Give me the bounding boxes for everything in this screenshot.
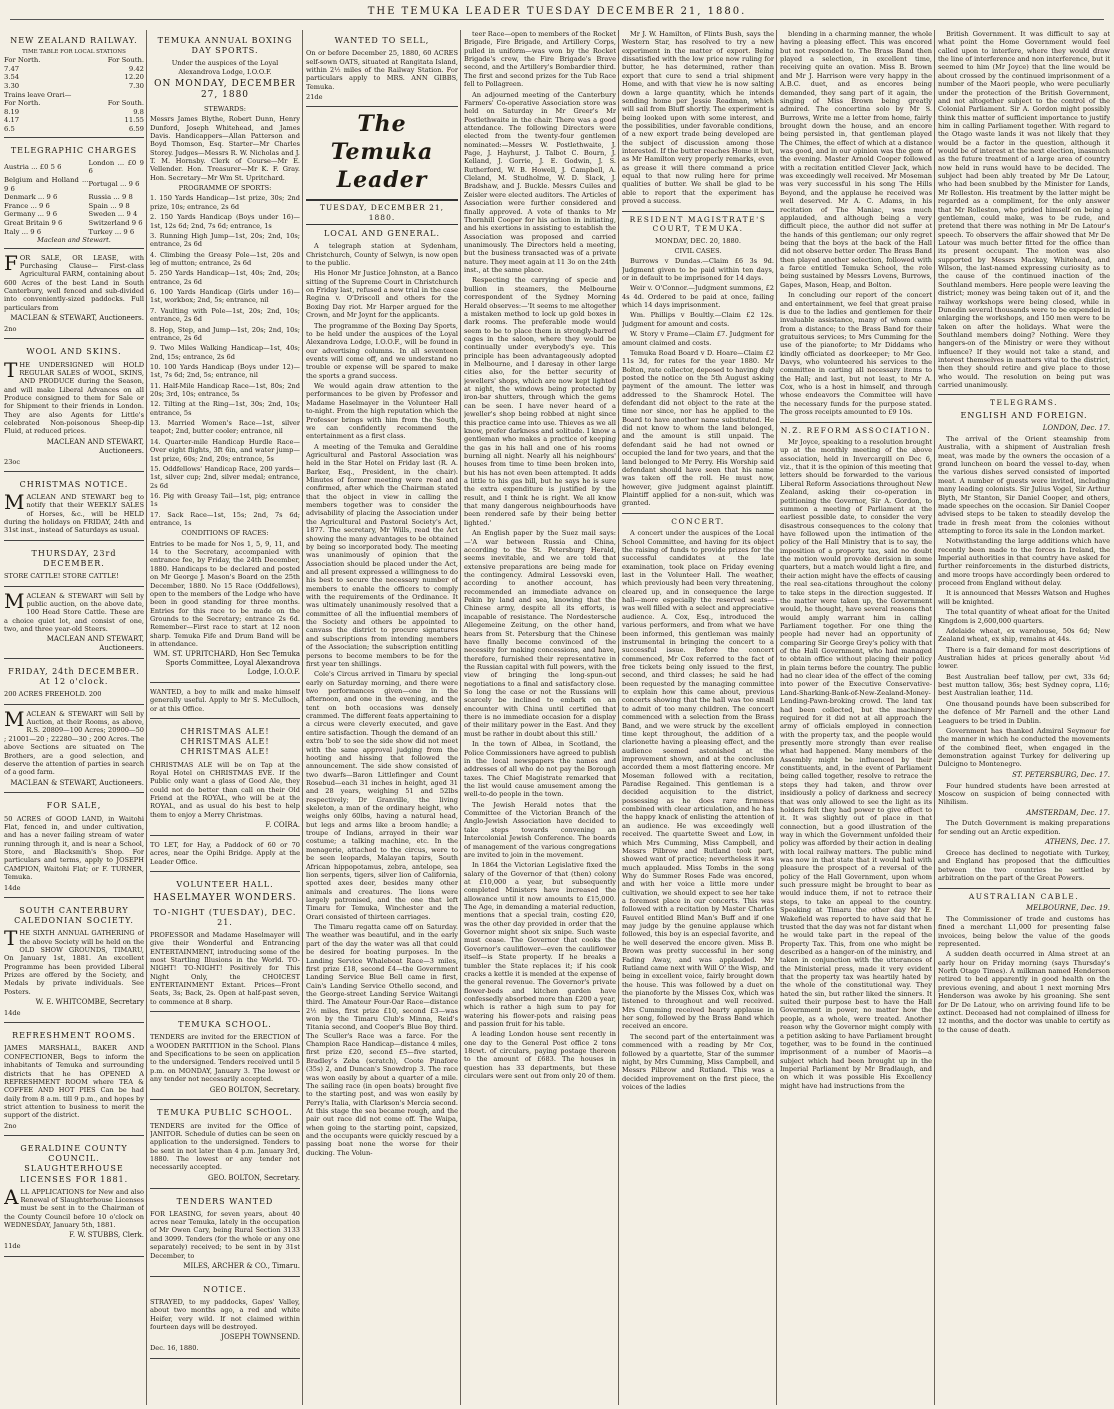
classified-ad (4, 795, 144, 897)
tenders-text: FOR LEASING, for seven years, about 40 acres near Temuka, lately in the occupation of Mr Owen Cary, being Rural Section 3133 and 3099. Tenders (for the whole or any one separately) received; to be sent in by 31st December, to (150, 1209, 300, 1260)
column-rule (618, 30, 619, 1405)
time-cell: 6.59 (128, 124, 144, 133)
ad-text: LL APPLICATIONS for New and also Renewal of Slaughterhouse Licenses must be sent in to the Chairman of the County Council before 10 o'clock on WEDNESDAY, January 5th, 1881. (4, 1187, 144, 1230)
telegram-item: The Dutch Government is making preparations for sending out an Arctic expedition. (938, 819, 1110, 836)
rate-cell: Portugal ... 9 6 (88, 180, 140, 189)
notice-text: STRAYED, to my paddocks, Gapes' Valley, about two months ago, a red and white Heifer, very wild. If not claimed within fourteen days will be destroyed. (150, 1297, 300, 1331)
column-1 (4, 30, 144, 1405)
sports-date: ON MONDAY, DECEMBER 27, 1880 (154, 79, 296, 101)
column-rule (302, 30, 303, 1405)
rate-cell: France ... 9 6 (4, 201, 50, 210)
paragraph: Mr Joyce, speaking to a resolution brought up at the monthly meeting of the above association, held in Invercargill on Dec 6, viz., that it is the opinion of this meeting that letters should be forwarded to the various Liberal Reform Associations throughout New Zealand, asking their co-operation in petitioning the Governor, Sir A. Gordon, to summon a meeting of Parliament at the earliest possible date, to consider the very disastrous consequences to the colony that have followed upon the intimation of the policy of the Hall Ministry that is to say, the imposition of a property tax, said no doubt the motion would provoke derision in some quarters, but a match would light a fire, and their action might have the effects of causing the real sea-citations throughout the colony to take steps in the direction suggested. If the matter were taken up, the Government would, he thought, have several reasons that would amply warrant him in calling Parliament together. For one thing the people had never had an opportunity of comparing Sir George Grey's policy with that of the Hall Government, who had managed to obtain office without placing their policy in plain terms before the country. The public had no clear idea of the effect of the coming into power of the Executive Conservative-Land-Sharking-Bank-of-New-Zealand-Money-Lending-Pawn-broking crowd. The land tax had been collected, but the machinery required for it did not at all approach the army of officials employed in connection with the property tax, and the people would presently more strongly than ever realise what had happened. Many members of the Assembly might be influenced by their constituents, and, in the event of Parliament being called together, resolve to retrace the steps they had taken, and throw over insidiously a policy of darkness and secrecy that was only allowed to see the light as its holders felt they had power to give effect to it. It was slightly out of place in that connection, but a good illustration of the way in which the Government unfolded their policy was afforded by their action in dealing with local railway matters. The public mind was now in that state that it would hail with pleasure the prospect of a reversal of the policy of the Hall Government, upon whom such pressure might be brought to bear as would induce them, if not to retrace their steps, to take an appeal to the country. Speaking at Timaru the other day Mr E. Wakefield was reported to have said that he trusted that the day was not far distant when he would take part in the repeal of the Property Tax. This, from one who might be described as a hanger-on of the ministry, and taken in conjunction with the utterances of the Ministerial press, made it very evident that the property tax was heartily hated by the whole of the constitutional way. They hated the sin, but rather liked the sinners. It suited their purpose best to have the Hall Government in power, no matter how the people, as a whole, were treated. Another reason why the Governor might comply with a petition asking to have Parliament brought together, was to be found in the continued imprisonment of a number of Maoris—a subject which had been brought up in the Imperial Parliament by Mr Bradlaugh, and on which it was possible His Excellency might have had instructions from the (780, 438, 932, 1090)
public-school-sign: GEO. BOLTON, Secretary. (207, 1173, 300, 1182)
concert-body (622, 529, 774, 1091)
column-5 (622, 30, 774, 1405)
rate-cell: Turkey ... 9 6 (88, 227, 135, 236)
public-school-ad (150, 1102, 300, 1188)
notice-date: Dec. 16, 1880. (150, 1344, 199, 1353)
col-head: For South. (107, 56, 144, 65)
rate-cell: London ... £0 9 6 (88, 158, 144, 176)
event-item: 12. Tilting at the Ring—1st, 30s; 2nd, 10s; entrance, 5s (150, 400, 300, 417)
event-item: 5. 250 Yards Handicap—1st, 40s; 2nd, 20s; entrance, 2s 6d (150, 269, 300, 286)
ad-text: JAMES MARSHALL, BAKER AND CONFECTIONER, Begs to inform the inhabitants of Temuka and surrounding districts that he has OPENED A REFRESHMENT ROOM where TEA & COFFEE AND HOT PIES Can be had daily from 8 a.m. till 9 p.m., and hopes by strict attention to business to merit the support of the district. (4, 1044, 144, 1120)
civil-cases-head: CIVIL CASES. (674, 246, 722, 255)
paragraph: Cole's Circus arrived in Timaru by special early on Saturday morning, and there were two performances given—one in the afternoon, and one in the evening, and the tent on both occasions was densely crammed. The different feats appertaining to a circus were cleverly executed, and gave entire satisfaction. Though the demand of an extra 'bob' to see the side show did not meet with the same approval judging from the hooting and hissing that followed the announcement. The side show consisted of two dwarfs—Baron Littlefinger and Count Rosebud—each 31 inches in height, aged 31 and 28 years, weighing 51 and 52lbs respectively; Dr Granville, the living skeleton, a man of the ordinary height, who weighs only 60lbs, having a natural head, but legs and arms like a broom handle; a troupe of Indians, arrayed in their war costume; a talking machine, etc. In the menagerie, attached to the circus, were to be seen leopards, Malayan tapirs, South African hippopotamus, zebra, antelope, sea lion serpents, tigers, silver lion of California, spotted axes deer, besides many other animals and creatures. The lions were largely patronised, and the one that left Timaru for Temuka, Winchester and the Orari consisted of thirteen carriages. (306, 670, 458, 921)
drop-cap: M (4, 706, 25, 731)
paragraph: In concluding our report of the concert and entertainment, we feel that great praise is due to the ladies and gentlemen for their invaluable assistance, many of whom came from a distance; to the Brass Band for their gratuitous services; to Mrs Cumming for the use of the pianoforte; to Mr Diddams who kindly officiated as doorkeeper; to Mr Geo. Davys, who volunteered his services to the committee in carting all necessary items to the Hall; and last, but not least, to Mr A. Cox, who is a host in himself, and through whose endeavors the Committee will have the necessary funds for the purpose stated. The gross receipts amounted to £9 10s. (780, 291, 932, 417)
ad-heading: FOR SALE, (46, 801, 102, 811)
concert-head: CONCERT. (622, 513, 774, 527)
ad-heading: GERALDINE COUNTY COUNCIL. SLAUGHTERHOUSE LICENSES FOR 1881. (19, 1144, 129, 1184)
event-item: 4. Climbing the Greasy Pole—1st, 20s and leg of mutton; entrance, 2s 6d (150, 250, 300, 267)
paragraph: Respecting the carrying of specie and bullion in steamers, the Melbourne correspondent of the Sydney Morning Herald observes:—'It seems to me altogether a mistaken method to lock up gold boxes in dark rooms. The preferable mode would seem to be to place them in strongly-barred cages in the saloon, where they would be continually under everybody's eye. This principle has been advantageously adopted in Melbourne, and I daresay in other large cities also, for the better security of jewellers' shops, which are now kept lighted at night, the windows being protected by iron-bar shutters, through which the gems can be seen. I have never heard of a jeweller's shop being robbed at night since this practice came into use. Thieves as we all know, prefer darkness and solitude. I know a gentleman who makes a practice of keeping the gas in his hall and one of his rooms burning all night. Nearly all his neighbours' houses from time to time been broken into, but his has not even been attempted. It adds a little to his gas bill, but he says he is sure the extra expenditure is justified by the result, and I think he is right. We all know that many dangerous neighbourhoods have been rendered safe by their being better lighted.' (464, 276, 616, 527)
event-item: 9. Two Miles Walking Handicap—1st, 40s; 2nd, 15s; entrance, 2s 6d (150, 344, 300, 361)
programme-head: PROGRAMME OF SPORTS: (178, 184, 272, 193)
school-text: TENDERS are invited for the ERECTION of a WOODEN PARTITION in the School. Plans and Specifications to be seen on application to the undersigned. Tenders received until 5 p.m. on MONDAY, January 3. The lowest or any tender not necessarily accepted. (150, 1033, 300, 1084)
ad-text: HE UNDERSIGNED will HOLD REGULAR SALES of WOOL, SKINS, AND PRODUCE during the Season, and will make Liberal Advances on all Produce consigned to them for Sale or for Shipment to their friends in London. They are also Agents for Little's celebrated Non-poisonous Sheep-dip Fluid, at reduced prices. (4, 360, 144, 436)
masthead: The Temuka Leader (330, 111, 434, 194)
wanted-sell-head: WANTED TO SELL, (334, 36, 430, 45)
paragraph: In 1864 the Victorian Legislative fixed the salary of the Governor of that (then) colony at £10,000 a year, but subsequently completed Ministers have increased the allowance until it now amounts to £15,000. The Age, in demanding a material reduction, mentions that a special train, costing £20, was the other day provided in order that the Governor might shoot six snipe. Such waste must cease. The Governor that cooks the Governor's cauliflower—even the cauliflower itself—is State property. If he breaks a tumbler the State replaces it; if his cook cracks a kettle it is mended at the expense of the general revenue. The Governor's private flower-beds and kitchen garden have confessedly absorbed more than £200 a year, which is rather a high sum to pay for watering his flower-pots and raising peas and passion fruit for his table. (464, 861, 616, 1029)
conditions-head: CONDITIONS OF RACES: (181, 529, 269, 538)
column-rule (776, 30, 777, 1405)
sports-sign: WM. ST. UPRITCHARD, Hon Sec Temuka Sports Committee, Loyal Alexandrova Lodge, I.O.O.F. (153, 650, 300, 677)
time-cell: 4.17 (4, 116, 20, 125)
cases-list (622, 257, 774, 507)
time-cell: 11.55 (124, 116, 144, 125)
telegram-item: Greece has declined to negotiate with Turkey, and England has proposed that the difficulties between the two countries be settled by arbitration on the part of the Great Powers. (938, 849, 1110, 883)
wanted-boy-ad (150, 685, 300, 719)
rmc-date: MONDAY, DEC. 20, 1880. (655, 236, 741, 245)
event-item: 11. Half-Mile Handicap Race—1st, 80s; 2nd 20s; 3rd, 10s; entrance, 5s (150, 381, 300, 399)
railway-title: NEW ZEALAND RAILWAY. (10, 36, 138, 45)
dateline-item: AMSTERDAM, Dec. 17. (1026, 808, 1110, 817)
ad-signature: MACLEAN & STEWART, Auctioneers. (10, 778, 144, 787)
column-4-body (464, 30, 616, 1081)
wanted-text: WANTED, a boy to milk and make himself generally useful. Apply to Mr S. McCulloch, or at this Office. (150, 688, 300, 713)
telegram-item: Best Australian beef tallow, per cwt, 33s 6d; best mutton tallow, 36s; best Sydney copra, L16; best Australian leather, 11d. (938, 672, 1110, 698)
ad-code: 11de (4, 1242, 21, 1251)
notice-ad (150, 1279, 300, 1359)
drop-cap: T (4, 926, 18, 951)
events-list (150, 194, 300, 527)
ad-text: ACLEAN AND STEWART beg to notify that their WEEKLY SALES of Horses, &c., will be HELD during the holidays on FRIDAY, 24th and 31st inst., instead of Saturdays as usual. (4, 493, 144, 535)
xmas-text: CHRISTMAS ALE will be on Tap at the Royal Hotel on CHRISTMAS EVE. If the Public only want a glass of Good Ale, they could not do better than call on their Old Friend at the ROYAL, who will be at the ROYAL, and as usual do his best to help them to enjoy a Merry Christmas. (150, 760, 300, 819)
wanted-sell-code: 21de (306, 92, 323, 101)
rate-cell: Austria ... £0 5 6 (4, 162, 62, 171)
drop-cap: A (4, 1184, 19, 1209)
paragraph: In the town of Albea, in Scotland, the Police Commissioners have agreed to publish in the local newspapers the names and addresses of all who do not pay the Borough taxes. The Chief Magistrate remarked that the list would cause amusement among the well-to-do people in the town. (464, 740, 616, 799)
paragraph: A meeting of the Temuka and Geraldine Agricultural and Pastoral Association was held in the Star Hotel on Friday last (R. A. Barker, Esq., President, in the chair). Minutes of former meeting were read and confirmed, after which the Chairman stated that the object in view in calling the members together was to consider the advisability of placing the Association under the Agricultural and Pastoral Society's Act, 1877. The secretary, Mr Wills, read the Act showing the many advantages to be obtained by being so incorporated body. The meeting was unanimously of opinion that the Association should be placed under the Act, and all present expressed a willingness to do his best to secure the necessary number of members to enable the officers to comply with the requirements of the Ordinance. It was ultimately unanimously resolved that a committee of all the influential members of the Society and others be appointed to canvass the district to procure signatures and subscriptions from intending members of the Association; the subscription entitling persons to become members to be for the first year ten shillings. (306, 442, 458, 668)
railway-subtitle: TIME TABLE FOR LOCAL STATIONS (22, 49, 126, 56)
haselmayer-date: TO-NIGHT (TUESDAY), DEC. 21. (153, 907, 297, 927)
christmas-ale-ad (150, 721, 300, 836)
telegraph-table (4, 159, 144, 237)
dateline-item: LONDON, Dec. 17. (1042, 424, 1110, 433)
australian-cable-head: AUSTRALIAN CABLE. (938, 888, 1110, 902)
telegram-item: Government has thanked Admiral Seymour for the manner in which he conducted the movements of the combined fleet, when engaged in the demonstration against Turkey for delivering up Dulcigno to Montenegro. (938, 726, 1110, 769)
ad-text: 200 ACRES FREEHOLD. 200 (4, 690, 102, 699)
wanted-to-sell-ad (306, 30, 458, 107)
column-3 (306, 30, 458, 1405)
telegram-item: The arrival of the Orient steamship from Australia, with a shipment of Australian fresh meat, was made by the owners the occasion of a grand luncheon on board the vessel to-day, when the various dishes served consisted of imported meat. A number of guests were invited, including many leading colonists. Sir Julius Vogel, Sir Arthur Blyth, Mr Stanton, Sir Daniel Cooper, and others, made speeches on the occasion. Sir Daniel Cooper advised steps to be taken to steadily develop the trade in fresh meat from the colonies without attempting to force its sale in the London market. (938, 435, 1110, 535)
stewards-text: Messrs James Blythe, Robert Dunn, Henry Dunford, Joseph Whitehead, and James Davis. Handicappers—Allan Patterson and Boyd Thomson, Esq. Starter—Mr Charles Storey. Judges—Messrs R. W. Nicholas and J. T. M. Hornsby. Clerk of Course—Mr E. Vellender. Hon. Treasurer—Mr K. F. Gray. Hon. Secretary—Mr Wm St. Upritchard. (150, 115, 300, 182)
rate-cell: Sweden ... 9 4 (88, 210, 138, 219)
event-item: 3. Running High Jump—1st, 20s; 2nd, 10s; entrance, 2s 6d (150, 231, 300, 249)
column-6 (780, 30, 932, 1405)
paragraph: teer Race—open to members of the Rocket Brigade, Fire Brigade, and Artillery Corps, pulled in uniform—was won by the Rocket Brigade's crew, the Fire Brigade's Brave second, and the Artillery's Bombardier third. The first and second prizes for the Tub Race fell to Pollagreen. (464, 30, 616, 89)
railway-timetable (4, 30, 144, 138)
paragraph: The Timaru regatta came off on Saturday. The weather was beautiful, and in the early part of the day the water was all that could be desired for boating purposes. In the Landing Service Whaleboat Race—3 miles, first prize £18, second £4—the Government Landing Service Blue Bell came in first, Cain's Landing Service Othello second, and the George-street Landing Service Waitangi third. The Amateur Four-Oar Race—distance 2½ miles, first prize £10, second £3—was won by the Timaru Club's Minna, Reid's Titania second, and Cooper's Blue Boy third. The Sculler's Race was a farce. For the Champion Race Handicap—distance 4 miles, first prize £20, second £5—five started, Bradley's Zeba (scratch), Coote Pinafore (35s) 2, and Duncan's Snowdrop 3. The race was won easily by about a quarter of a mile. The sailing race (in open boats) brought five to the starting post, and was won easily by Perry's Italia, with Clarkson's Mercia second. At this stage the sea became rough, and the pair out race did not come off. The Waipa, when going to the starting point, capsized, and the occupants were quickly rescued by a passing boat none the worse for their ducking. The Volun- (306, 923, 458, 1157)
english-foreign-head: ENGLISH AND FOREIGN. (960, 410, 1088, 420)
event-item: 14. Quarter-mile Handicap Hurdle Race—Over eight flights, 3ft 6in, and water jump—1st prize, 60s; 2nd, 20s; entrance, 5s (150, 437, 300, 463)
col-head: For South. (107, 99, 144, 107)
dateline-item: ST. PETERSBURG, Dec. 17. (1012, 770, 1110, 779)
telegram-item: The total quantity of wheat afloat for the United Kingdom is 2,600,000 quarters. (938, 608, 1110, 625)
column-5-body (622, 30, 774, 206)
school-head: TEMUKA SCHOOL. (178, 1020, 272, 1030)
col-head: For North. (4, 56, 41, 65)
dateline: TUESDAY, DECEMBER 21, 1880. (306, 199, 458, 225)
paragraph: Wm. Phillips v Boultly.—Claim £2 12s. Judgment for amount and costs. (622, 311, 774, 328)
ad-code: 14de (4, 1008, 21, 1017)
ad-signature: MACLEAN AND STEWART, Auctioneers. (46, 437, 144, 455)
ad-heading: FRIDAY, 24th DECEMBER. At 12 o'clock. (8, 667, 140, 687)
ad-heading: REFRESHMENT ROOMS. (12, 1031, 136, 1041)
public-school-text: TENDERS are invited for the Office of JANITOR. Schedule of duties can be seen on application to the undersigned. Tenders to be sent in not later than 4 p.m. January 3rd, 1880. The lowest or any tender not necessarily accepted. (150, 1121, 300, 1172)
ad-text: 50 ACRES of GOOD LAND, in Waitohi Flat, fenced in, and under cultivation, and has a never failing stream of water running through it, and is near a School, Store, and Blacksmith's Shop. For particulars and terms, apply to JOSEPH CAMPION, Waitohi Flat; or F. TURNER, Temuka. (4, 814, 144, 882)
sports-under: Under the auspices of the Loyal Alexandrova Lodge, I.O.O.F. (171, 59, 279, 76)
telegram-item: Notwithstanding the large additions which have recently been made to the forces in Ireland, the Imperial authorities in that country have asked for further reinforcements in the disturbed districts, and more troops have accordingly been ordered to proceed from England without delay. (938, 537, 1110, 588)
ad-code: 2no (4, 325, 17, 334)
nz-reform-body (780, 438, 932, 1090)
tenders-sign: MILES, ARCHER & CO., Timaru. (183, 1261, 300, 1270)
ad-signature: MACLEAN AND STEWART, Auctioneers. (46, 635, 144, 653)
ad-text: ACLEAN & STEWART will Sell by Auction, at their Rooms, as above, R.S. 20809—100 Acres; 20900—50 ; 21001—20 ; 22280—30 ; 200 Acres. The above Sections are situated on The Brothers, are a good selection, and deserve the attention of parties in search of a good farm. (4, 709, 144, 777)
column-7 (938, 30, 1110, 1405)
paragraph: The second part of the entertainment was commenced with a reading by Mr Cox, followed by a quartette, Star of the summer night, by Mrs Cumming, Miss Campbell, and Messrs Pilbrow and Rutland. This was a decided improvement on the first piece, the voices of the ladies (622, 1032, 774, 1091)
time-cell: 7.30 (128, 82, 144, 91)
classified-ad (4, 474, 144, 541)
ad-code: 23oc (4, 457, 21, 466)
time-cell: 9.42 (128, 64, 144, 73)
telegram-item: It is announced that Messrs Watson and Hughes will be knighted. (938, 589, 1110, 606)
classified-ad (4, 707, 144, 794)
paragraph: His Honor Mr Justice Johnston, at a Banco sitting of the Supreme Court in Christchurch on Friday last, refused a new trial in the case Regina v. O'Driscoll and others for the Boxing Day riot. Mr Harper argued for the Crown, and Mr Joynt for the applicants. (306, 269, 458, 320)
school-tender-ad (150, 1014, 300, 1100)
paragraph: Temuka Road Board v D. Hoare—Claim £2 11s 3d, for rates for the year 1880. Mr Bolton, rate collector, deposed to having duly posted the notice on the 5th August asking payment of the amount. The letter was addressed to the Shamrock Hotel. The defendant did not object to the rate at the time nor since, nor has he applied to the Board to have another name substituted. He did not know to whom the land belonged, and the amount is still unpaid. The defendant said he had not owned or occupied the land for two years, and that the land belonged to Mr Perry. His Worship said defendant should have seen that his name was taken off the roll. He must now, however, give judgment against plaintiff. Plaintiff applied for a non-suit, which was granted. (622, 348, 774, 508)
telegraph-title: TELEGRAPHIC CHARGES (10, 145, 138, 155)
col-head: For North. (4, 99, 41, 107)
event-item: 2. 150 Yards Handicap (Boys under 16)—1st, 12s 6d; 2nd, 7s 6d; entrance, 1s (150, 213, 300, 230)
classified-ad (4, 1138, 144, 1257)
paragraph: A leading London house sent recently in one day to the General Post office 2 tons 18cwt. of circulars, paying postage thereon to the amount of £683. The houses in question has 33 departments, but these circulars were sent out from only 20 of them. (464, 1030, 616, 1081)
column-2 (150, 30, 300, 1405)
paragraph: blending in a charming manner, the whole having a pleasing effect. This was encored but not responded to. The Brass Band then played a selection, in excellent time, receiving quite an ovation. Miss B. Brown and Mr J. Harrison were very happy in the A.B.C. duet, and as encores being demanded, they sang part of it again, the singing of Miss Brown being greatly admired. The concertina solo by Mr S. Burrows, Write me a letter from home, fairly brought down the house, and an encore being persisted in, that gentleman played The Chimes, the effect of which at a distance was good, and in our opinion was the gem of the evening. Master Arnold Cooper followed with a recitation entitled Clever Jack, which was exceedingly well received. Mr Moseman was very successful in his song The Hills Beyond, and the applause he received was well deserved. Mr A. C. Adams, in his recitation of The Maniac, was much applauded, and although being a very difficult piece, the author did not suffer at the hands of this gentleman; our only regret being that the boys at the back of the Hall did not observe better order. The Brass Band then played another selection, followed with a farce entitled Temuka School, the role being sustained by Messrs Lovens, Burrows, Gapes, Mason, Heap, and Bolton. (780, 30, 932, 289)
rate-cell: Denmark ... 9 6 (4, 193, 58, 202)
event-item: 15. Oddfellows' Handicap Race, 200 yards—1st, silver cup; 2nd, silver medal; entrance, 2s 6d (150, 464, 300, 490)
time-cell: 12.20 (124, 73, 144, 82)
event-item: 16. Pig with Greasy Tail—1st, pig; entrance 1s (150, 491, 300, 509)
haselmayer-text: PROFESSOR and Madame Haselmayer will give their Wonderful and Entrancing ENTERTAINMENT, introducing some of the most Startling Illusions in the World. TO-NIGHT! TO-NIGHT! Positively for This Night Only, the CHOICEST ENTERTAINMENT Extant. Prices—Front Seats, 3s; Back, 2s. Open at half-past seven, to commence at 8 sharp. (150, 930, 300, 1006)
classified-ad (4, 341, 144, 472)
rmc-head: RESIDENT MAGISTRATE'S COURT, TEMUKA. (622, 211, 774, 234)
classified-ad (4, 589, 144, 660)
ad-text: OR SALE, OR LEASE, with Purchasing Clause— First-class Agricultural FARM, containing about 600 Acres of the best Land in South Canterbury, well fenced and sub-divided into conveniently-sized paddocks. Full particulars from (4, 253, 144, 312)
rate-cell: Great Britain 9 6 (4, 219, 63, 228)
event-item: 1. 150 Yards Handicap—1st prize, 30s; 2nd prize, 10s; entrance, 2s 6d (150, 194, 300, 211)
public-school-head: TEMUKA PUBLIC SCHOOL. (157, 1108, 293, 1118)
ad-text: STORE CATTLE! STORE CATTLE! (4, 572, 119, 581)
dateline-item: ATHENS, Dec. 17. (1045, 838, 1110, 847)
telegraph-sign: Maclean and Stewart. (37, 236, 111, 245)
time-cell: 3.54 (4, 73, 20, 82)
paragraph: A telegraph station at Sydenham, Christchurch, County of Selwyn, is now open to the public. (306, 242, 458, 268)
rate-cell: Spain ... 9 8 (88, 201, 130, 210)
time-cell: 3.30 (4, 82, 20, 91)
tenders-head: TENDERS WANTED (176, 1196, 274, 1206)
ad-signature: W. E. WHITCOMBE, Secretary (35, 998, 144, 1007)
notice-sign: JOSEPH TOWNSEND. (221, 1333, 300, 1342)
paragraph: Burrows v Dundas.—Claim £6 3s 9d. Judgment given to be paid within ten days, or in default to be imprisoned for 14 days. (622, 257, 774, 283)
telegrams-head: TELEGRAMS. (938, 394, 1110, 408)
ad-heading: SOUTH CANTERBURY CALEDONIAN SOCIETY. (14, 905, 134, 926)
ad-heading: THURSDAY, 23rd DECEMBER. (31, 548, 117, 568)
telegraph-charges (4, 140, 144, 249)
ad-code: 2no (4, 1121, 17, 1130)
telegram-item: One thousand pounds have been subscribed for the defence of Mr Parnell and the other Land Leaguers to be tried in Dublin. (938, 699, 1110, 725)
time-cell: 6.5 (4, 124, 15, 133)
trains-leave-label: Trains leave Orari— (4, 90, 72, 99)
telegram-item: Adelaide wheat, ex warehouse, 50s 6d; New Zealand wheat, ex ship, remains at 44s. (938, 626, 1110, 644)
telegram-item: There is a fair demand for most descriptions of Australian hides at prices generally about ½d lower. (938, 645, 1110, 671)
ad-signature: F. W. STUBBS, Clerk. (69, 1231, 144, 1240)
conditions-text: Entries to be made for Nos 1, 5, 9, 11, and 14 to the Secretary, accompanied with entrance fee, by Friday, the 24th December, 1880. Handicaps to be declared and posted on Mr George J. Mason's Board on the 25th December, 1880. No 15 Race (Oddfellows), open to the members of the Lodge who have been in good standing for three months. Entries for this race to be made on the Grounds to the Secretary; entrance 2s 6d. Remember—First race to start at 12 noon sharp. Temuka Fife and Drum Band will be in attendance. (150, 539, 300, 649)
event-item: 6. 100 Yards Handicap (Girls under 16)—1st, workbox; 2nd, 5s; entrance, nil (150, 288, 300, 305)
to-let-ad (150, 838, 300, 872)
ad-text: HE SIXTH ANNUAL GATHERING of the above Society will be held on the OLD SHOW GROUNDS, TIMARU, On January 1st, 1881. An excellent Programme has been provided Liberal Prizes are offered by the Society, and Medals by private individuals. See Posters. (4, 929, 144, 996)
column-rule (460, 30, 461, 1405)
event-item: 17. Sack Race—1st, 15s; 2nd, 7s 6d; entrance, 1s (150, 510, 300, 528)
telegram-item: Four hundred students have been arrested at Moscow on suspicion of being connected with Nihilism. (938, 781, 1110, 807)
notice-head: NOTICE. (203, 1284, 247, 1294)
local-general-body (306, 242, 458, 1157)
time-cell: 9.8 (133, 107, 144, 116)
dateline-item: MELBOURNE, Dec. 19. (1025, 904, 1110, 913)
event-item: 7. Vaulting with Pole—1st, 20s; 2nd, 10s; entrance, 2s 6d (150, 306, 300, 324)
time-cell: 7.47 (4, 64, 20, 73)
column-4 (464, 30, 616, 1405)
classified-ad (4, 543, 144, 587)
stewards-head: STEWARDS: (204, 104, 246, 113)
sports-title: TEMUKA ANNUAL BOXING DAY SPORTS. (157, 36, 293, 56)
advertisements-col1 (4, 251, 144, 1257)
drop-cap: F (4, 250, 18, 275)
column-rule (146, 30, 147, 1405)
drop-cap: M (4, 588, 25, 613)
paragraph: An adjourned meeting of the Canterbury Farmers' Co-operative Association store was held on Saturday in Mr Greer's Mr Postlethwaite in the chair. There was a good attendance. The following Directors were elected from the twenty-four gentlemen nominated:—Messrs W. Postlethwaite, J. Page, J. Hayhurst, J. Talbot C. Bourn, J. Kelland, J. Gorrie, J. E. Godwin, J. S. Rutherford, W. B. Howell, J. Campbell, A. Cleland, M. Studholme, W. D. Slack, J. Bradshaw, and J. Buckle. Messrs Cuiles and Zeisler were elected auditors. The Articles of Association were further considered and finally approved. A vote of thanks to Mr Thornhill Cooper for his action in initiating, and his exertions in assisting to establish the Association was proposed and carried unanimously. The Directors held a meeting, but the business transacted was of a private nature. They meet again at 11 3o on the 24th inst., at the same place. (464, 90, 616, 275)
ad-signature: MACLEAN & STEWART, Auctioneers. (10, 314, 144, 323)
rate-cell: Germany ... 9 6 (4, 210, 58, 219)
nz-reform-head: N.Z. REFORM ASSOCIATION. (780, 422, 932, 436)
paragraph: Weir v. O'Connor.—Judgment summons, £2 4s 4d. Ordered to be paid at once, failing which 14 days imprisonment. (622, 284, 774, 310)
paragraph: A concert under the auspices of the Local School Committee, and having for its object the raising of funds to provide prizes for the successful candidates at the late examination, took place on Friday evening last in the Volunteer Hall. The weather, which previously had been very threatening, cleared up, and in consequence the large hall—more especially the reserved seats—was well filled with a select and appreciative audience. A. Cox, Esq., introduced the various performers, and from what we have been informed, this gentleman was mainly instrumental in bringing the concert to a successful issue. Before the concert commenced, Mr Cox referred to the fact of free tickets being only issued to the first, second, and third classes; he said he had been requested by the managing committee to explain how this came about, previous concerts showing that the hall was too small to admit of too many children. The concert commenced with a selection from the Brass Band, and we were struck by the excellent time kept throughout, the addition of a clarionette having a pleasing effect, and the audience seemed astonished at the improvement shown, and at the conclusion accorded them a most flattering encore. Mr Moseman followed with a recitation, Paradise Regained. This gentleman is a decided acquisition to the district, possessing as he does rare firmness combined with clear articulation, and he has the happy knack of enlisting the attention of an audience. He was exceedingly well received. The quartette Sweet and Low, in which Mrs Cumming, Miss Campbell, and Messrs Pilbrow and Rutland took part, showed want of practice; nevertheless it was much applauded. Miss Tombs in the song Why do Summer Roses Fade was encored, and with her voice a little more under cultivation, we should expect to see her take a foremost place in our concerts. This was followed with a recitation by Master Charles Fauvel entitled Blind Man's Buff and if one may judge by the genuine applause which followed, this boy is an especial favorite, and he well deserved the encore given. Miss B. Brown was pretty successful in her song Fading Away, and was applauded. Mr Rutland came next with Will O' the Wisp, and being in excellent voice, fairly brought down the house. This was followed by a duet on the pianoforte by the Misses Cox, which was listened to throughout and well received. Mrs Cumming received hearty applause in her song, followed by the Brass Band which received an encore. (622, 529, 774, 1031)
school-sign: GEO BOLTON, Secretary. (209, 1085, 300, 1094)
column-6-body (780, 30, 932, 417)
page-header: THE TEMUKA LEADER TUESDAY DECEMBER 21, 1880. (0, 0, 1114, 24)
time-cell: 8.19 (4, 107, 20, 116)
paragraph: Mr J. W. Hamilton, of Flints Bush, says the Western Star, has resolved to try a new experiment in the matter of export. Being dissatisfied with the low price now ruling for butter, he has determined, rather than export that cure to send a trial shipment Home, and with that view he is now salting down a large quantity, which he intends sending home per Jessie Readman, which will sail from Bluff shortly. The experiment is being looked upon with some interest, and the possibilities, under favorable conditions, of a new export trade being developed are the subject of discussion among those interested. If the butter reaches Home it but, as Mr Hamilton very properly remarks, even as grease it will there command a price equal to that now ruling here for prime qualities of butter. We shall be glad to be able to report that the experiment has proved a success. (622, 30, 774, 206)
ad-code: 14de (4, 883, 21, 892)
cable-item: The Commissioner of trade and customs has fined a merchant L1,000 for presenting false invoices, being below the value of the goods represented. (938, 914, 1110, 948)
drop-cap: T (4, 357, 18, 382)
paragraph: The Jewish Herald notes that the Committee of the Victorian Branch of the Anglo-Jewish Association have decided to take steps towards convening an Intercolonial Jewish Conference. The boards of management of the various congregations are invited to join in the movement. (464, 800, 616, 859)
volunteer-hall-head: VOLUNTEER HALL. (176, 880, 274, 890)
ad-heading: WOOL AND SKINS. (26, 347, 122, 357)
rate-cell: Russia ... 9 8 (88, 193, 133, 202)
classified-ad (4, 1025, 144, 1136)
paragraph: An English paper by the Suez mail says:—'A war between Russia and China, according to the St. Petersburg Herald, seems inevitable, and we are told that extensive preparations are being made for the contingency. Admiral Lessovski even, according to another account, has recommended an immediate advance on Pekin by land and sea, knowing that the Chinese army, despite all its efforts, is incapable of resistance. The Nordestersche Allegemeine Zeitung, on the other hand, hears from St. Petersburg that the Chinese have finally become convinced of the necessity for making concessions, and have, therefore, furnished their representative in the Russian capital with full powers, with the view of bringing the long-spun-out negotiations to a final and satisfactory close. So long the case or not the Russians will scarcely be inclined to embark on an encounter with China until certified that there is no immediate occasion for a display of their military power in the East. And they must be rather in doubt about this still.' (464, 529, 616, 738)
cable-item: A sudden death occurred in Alma street at an early hour on Friday morning (says Thursday's North Otago Times). A milkman named Henderson retired to bed apparently in good health on the previous evening, and about 1 next morning Mrs Henderson was awoke by his groaning. She sent for Dr De Latour, who on arriving found life to be extinct. Deceased had not complained of illness for 12 months, and the doctor was unable to certify as to the cause of death. (938, 950, 1110, 1034)
rate-cell: Switzerland 9 6 (88, 219, 143, 228)
ad-text: ACLEAN & STEWART will Sell by public auction, on the above date, 100 Head Store Cattle. These are a choice quiet lot, and consist of one, two, and three year-old Steers. (4, 591, 144, 633)
boxing-day-sports-ad (150, 30, 300, 683)
classified-ad (4, 251, 144, 340)
xmas-head: CHRISTMAS ALE! CHRISTMAS ALE! CHRISTMAS ALE! (180, 727, 270, 757)
paragraph: We would again draw attention to the performances to be given by Professor and Madame Haselmayer in the Volunteer Hall to-night. From the high reputation which the Professor brings with him from the South, we can confidently recommend the entertainment as a first class. (306, 382, 458, 441)
xmas-sign: F. COIRA. (265, 821, 300, 830)
classified-ad (4, 661, 144, 705)
railway-table-1 (4, 56, 144, 91)
rate-cell: Italy ... 9 6 (4, 227, 42, 236)
event-item: 13. Married Women's Race—1st, silver teapot; 2nd, butter cooler; entrance, nil (150, 419, 300, 436)
rate-cell: Belgium and Holland ... 9 6 (4, 175, 89, 193)
wanted-sell-text: On or before December 25, 1880, 60 ACRES self-sown OATS, situated at Rangitata Island, within 2½ miles of the Railway Station. For particulars apply to MRS. ANN GIBBS, Temuka. (306, 49, 458, 91)
event-item: 8. Hop, Step, and Jump—1st, 20s; 2nd, 10s; entrance, 2s 6d (150, 325, 300, 342)
railway-table-2 (4, 99, 144, 134)
paragraph: W. Story v Frame—Claim £7. Judgment for amount claimed and costs. (622, 330, 774, 347)
tenders-wanted-ad (150, 1191, 300, 1277)
haselmayer-ad (150, 874, 300, 1012)
paragraph: The programme of the Boxing Day Sports, to be held under the auspices of the Loyal Alexandrova Lodge, I.O.O.F., will be found in our advertising columns. In all seventeen events will come off, and we understand no trouble or expense will be spared to make the sports a grand success. (306, 321, 458, 380)
event-item: 10. 100 Yards Handicap (Boys under 12)—1st, 7s 6d; 2nd, 5s; entrance, nil (150, 362, 300, 380)
classified-ad (4, 900, 144, 1023)
local-general-head: LOCAL AND GENERAL. (323, 229, 441, 239)
column-rule (934, 30, 935, 1405)
to-let-text: TO LET, for Hay, a Paddock of 60 or 70 acres, near the Opihi Bridge. Apply at the Leader Office. (150, 841, 300, 866)
paragraph: British Government. It was difficult to say at what point the Home Government would feel called upon to interfere, where they would draw the line of interference and non interference, but it seemed to him (Mr Joyce) that the line would be about crossed by the continued imprisonment of a number of the Maori people, who were peculiarly under the protection of the British Government, and not altogether subject to the control of the Colonial Parliament. Sir A. Gordon might possibly think this matter of sufficient importance to justify him in calling Parliament together. With regard to the Otago waste lands it was not likely that they would be a factor in the question, although it would be of interest at the next election, inasmuch as the future treatment of a large area of country now held in runs would have to be decided. The subject had been ably treated by Mr De Latour, who had been snubbed by the Minister for Lands, Mr Rolleston. His treatment by the latter might be regarded as a compliment, for the only answer that Mr Rolleston, who prided himself on being a gentleman, could make, was to be rude, and pretend that there was nothing in Mr De Latour's speech. To observers the affair showed that Mr De Latour was much better fitted for the office than its present occupant. The motion was also supported by Messrs Mackay, Whitehead, and Wilson, the last-named expressing curiosity as to the cause of the continued inaction of the Southland members. Here people were leaving the district; money was being taken out of it, and the railway workshops were being closed, while in Dunedin several thousands were to be expended in enlarging the workshops, and 150 men were to be taken on after the holidays. What were the Southland members doing? Nothing. Were they hangers-on of the Ministry or were they without influence? If they would not take a stand, and interest themselves in matters vital to the district, then they should retire and give place to those who would. The resolution on being put was carried unanimously. (938, 30, 1110, 390)
haselmayer-head: HASELMAYER WONDERS. (153, 893, 297, 904)
ad-heading: CHRISTMAS NOTICE. (19, 479, 129, 489)
drop-cap: M (4, 490, 25, 515)
